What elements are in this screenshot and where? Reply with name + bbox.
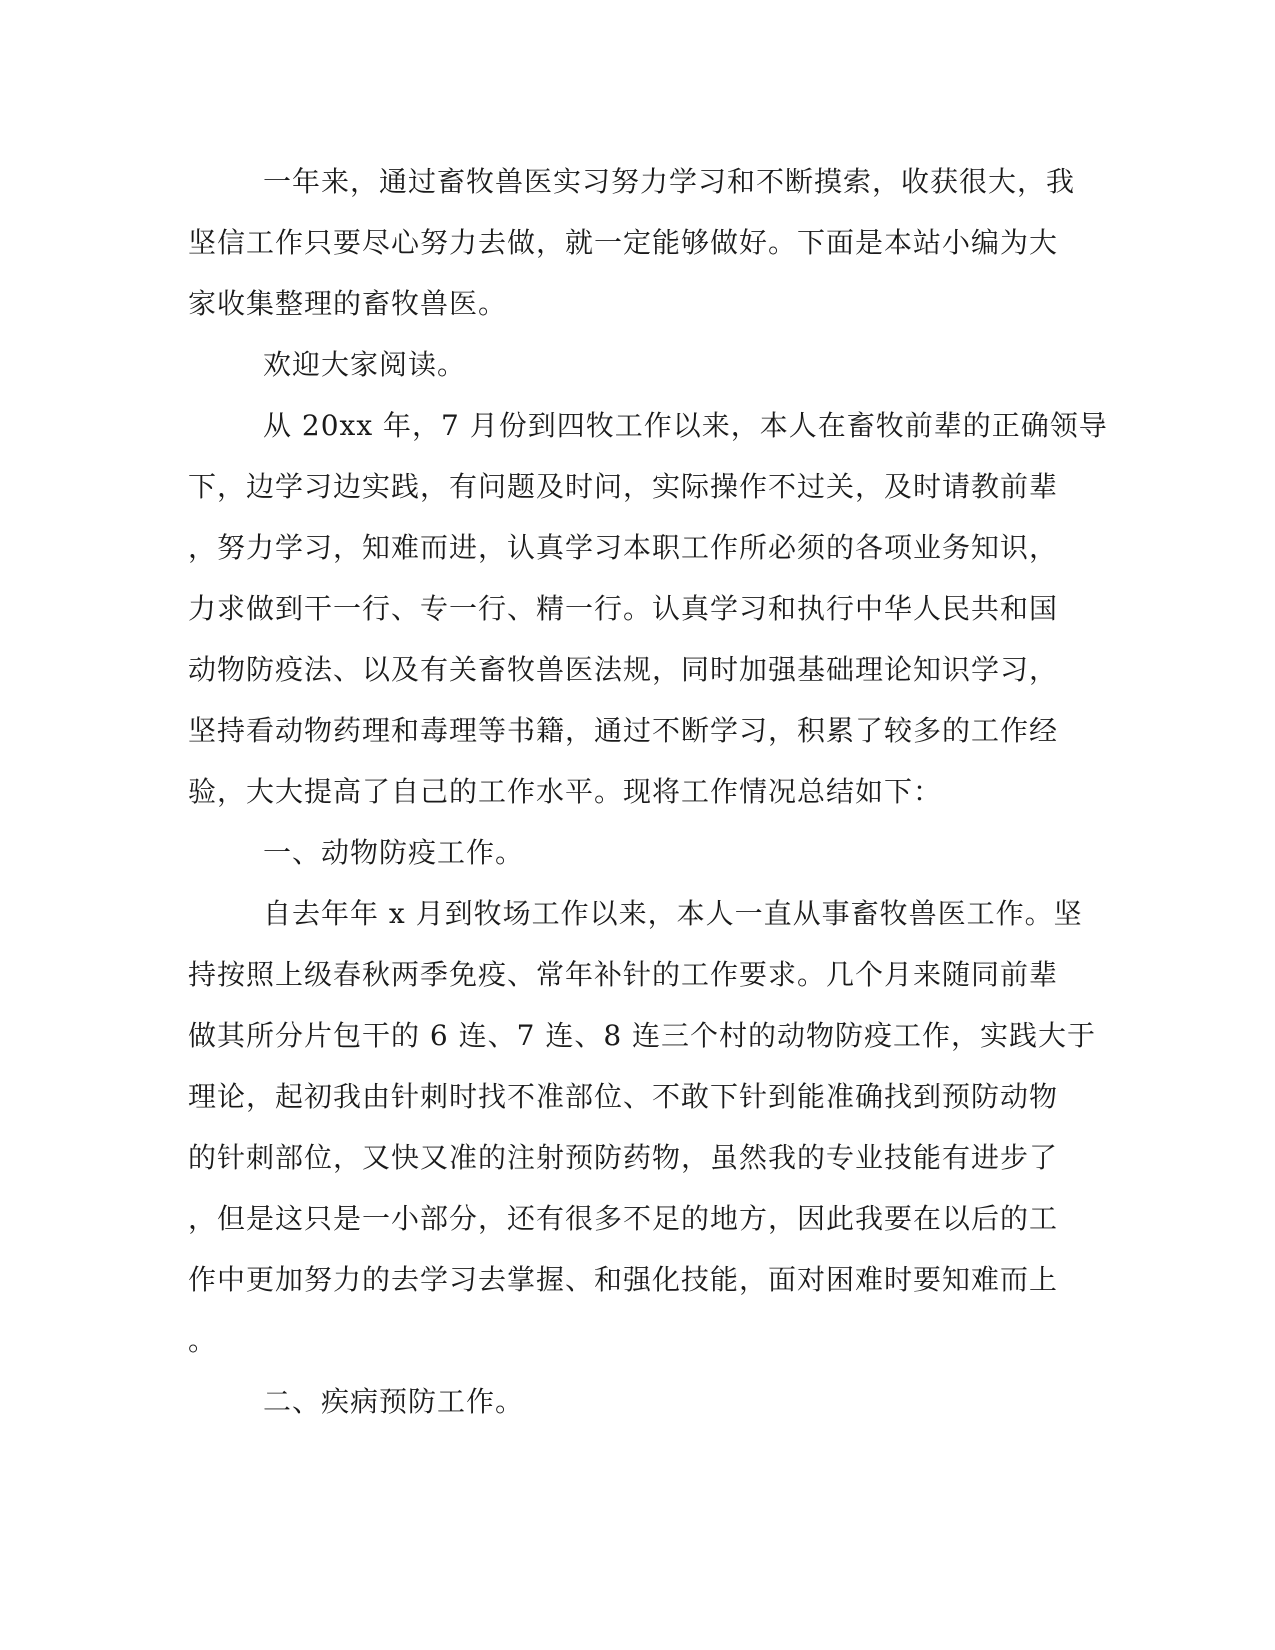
- paragraph-section1-line-3: 做其所分片包干的 6 连、7 连、8 连三个村的动物防疫工作，实践大于: [188, 1019, 1097, 1052]
- document-body: [188, 162, 1108, 1443]
- paragraph-main-line-4: 力求做到干一行、专一行、精一行。认真学习和执行中华人民共和国: [188, 592, 1059, 625]
- paragraph-section1-line-2: 持按照上级春秋两季免疫、常年补针的工作要求。几个月来随同前辈: [188, 958, 1059, 991]
- paragraph-main-line-6: 坚持看动物药理和毒理等书籍，通过不断学习，积累了较多的工作经: [188, 714, 1059, 747]
- paragraph-intro-line-2: 坚信工作只要尽心努力去做，就一定能够做好。下面是本站小编为大: [188, 226, 1059, 259]
- paragraph-section1-line-5: 的针刺部位，又快又准的注射预防药物，虽然我的专业技能有进步了: [188, 1141, 1059, 1174]
- paragraph-section1-line-7: 作中更加努力的去学习去掌握、和强化技能，面对困难时要知难而上: [188, 1263, 1059, 1296]
- paragraph-main-line-1: 从 20xx 年，7 月份到四牧工作以来，本人在畜牧前辈的正确领导: [263, 409, 1108, 442]
- paragraph-section1-line-4: 理论，起初我由针刺时找不准部位、不敢下针到能准确找到预防动物: [188, 1080, 1059, 1113]
- paragraph-section1-line-8: 。: [188, 1324, 218, 1357]
- paragraph-section1-line-6: ，但是这只是一小部分，还有很多不足的地方，因此我要在以后的工: [188, 1202, 1059, 1235]
- section-heading-2: 二、疾病预防工作。: [263, 1385, 525, 1418]
- paragraph-main-line-5: 动物防疫法、以及有关畜牧兽医法规，同时加强基础理论知识学习，: [188, 653, 1059, 686]
- paragraph-section1-line-1: 自去年年 x 月到牧场工作以来，本人一直从事畜牧兽医工作。坚: [263, 897, 1083, 930]
- section-heading-1: 一、动物防疫工作。: [263, 836, 525, 869]
- paragraph-welcome: 欢迎大家阅读。: [263, 348, 467, 381]
- paragraph-main-line-2: 下，边学习边实践，有问题及时问，实际操作不过关，及时请教前辈: [188, 470, 1059, 503]
- paragraph-intro-line-1: 一年来，通过畜牧兽医实习努力学习和不断摸索，收获很大，我: [263, 165, 1076, 198]
- paragraph-main-line-7: 验，大大提高了自己的工作水平。现将工作情况总结如下：: [188, 775, 943, 808]
- paragraph-intro-line-3: 家收集整理的畜牧兽医。: [188, 287, 508, 320]
- paragraph-main-line-3: ，努力学习，知难而进，认真学习本职工作所必须的各项业务知识，: [188, 531, 1059, 564]
